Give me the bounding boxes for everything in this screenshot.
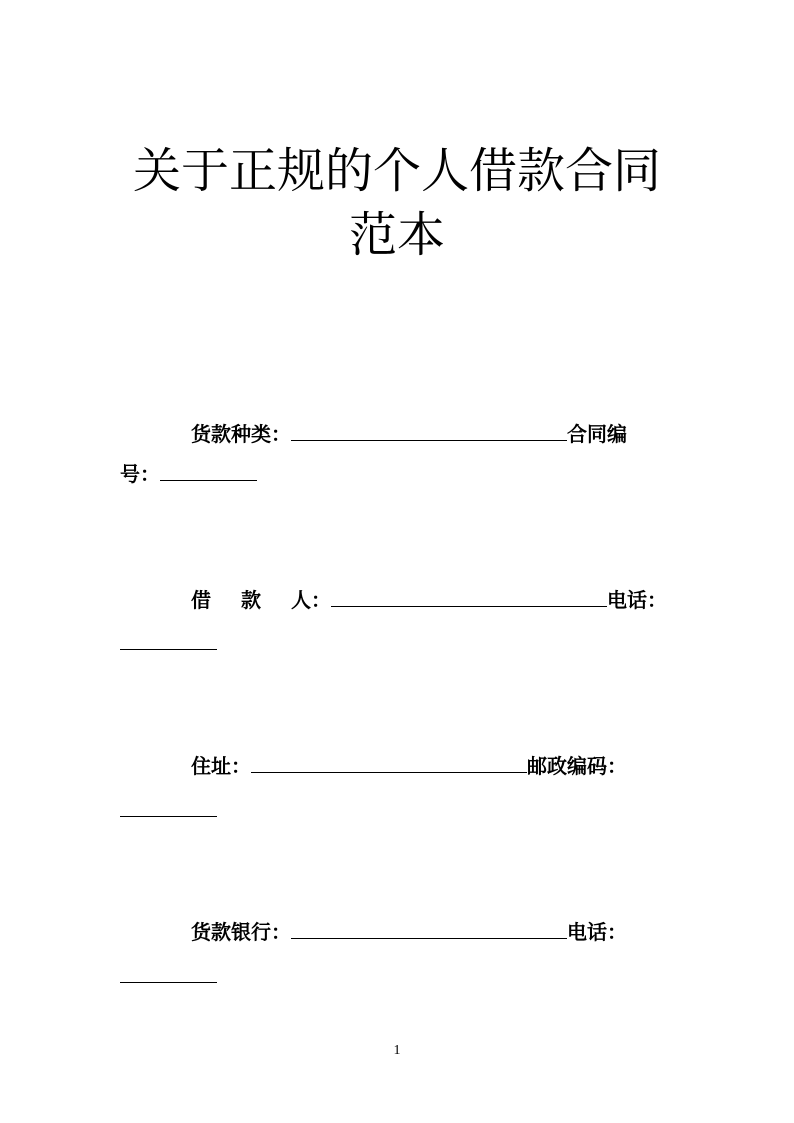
postal-code-label: 邮政编码： [527,754,627,778]
address-blank[interactable] [251,752,527,773]
contract-number-blank[interactable] [160,460,257,481]
borrower-blank[interactable] [331,586,607,607]
lending-bank-phone-blank[interactable] [120,982,217,983]
document-title-line-2: 范本 [348,207,445,263]
borrower-phone-label: 电话： [607,588,667,612]
lending-bank-blank[interactable] [291,918,567,939]
contract-number-label-continued: 号： [120,462,160,486]
lending-bank-label: 货款银行： [191,920,291,944]
loan-type-blank[interactable] [291,420,567,441]
borrower-row [191,586,667,614]
postal-code-blank[interactable] [120,816,217,817]
borrower-label-char-1: 借 [191,588,211,612]
borrower-label-char-3: 人： [291,588,331,612]
loan-type-label: 货款种类： [191,422,291,446]
document-title-line-1: 关于正规的个人借款合同 [132,143,661,199]
loan-type-row [191,420,627,448]
borrower-label-char-2: 款 [241,588,261,612]
page-number: 1 [393,1043,401,1058]
borrower-phone-blank[interactable] [120,649,217,650]
contract-number-label: 合同编 [567,422,627,446]
lending-bank-phone-label: 电话： [567,920,627,944]
lending-bank-row [191,918,627,946]
address-label: 住址： [191,754,251,778]
address-row [191,752,627,780]
contract-number-row [120,460,257,488]
